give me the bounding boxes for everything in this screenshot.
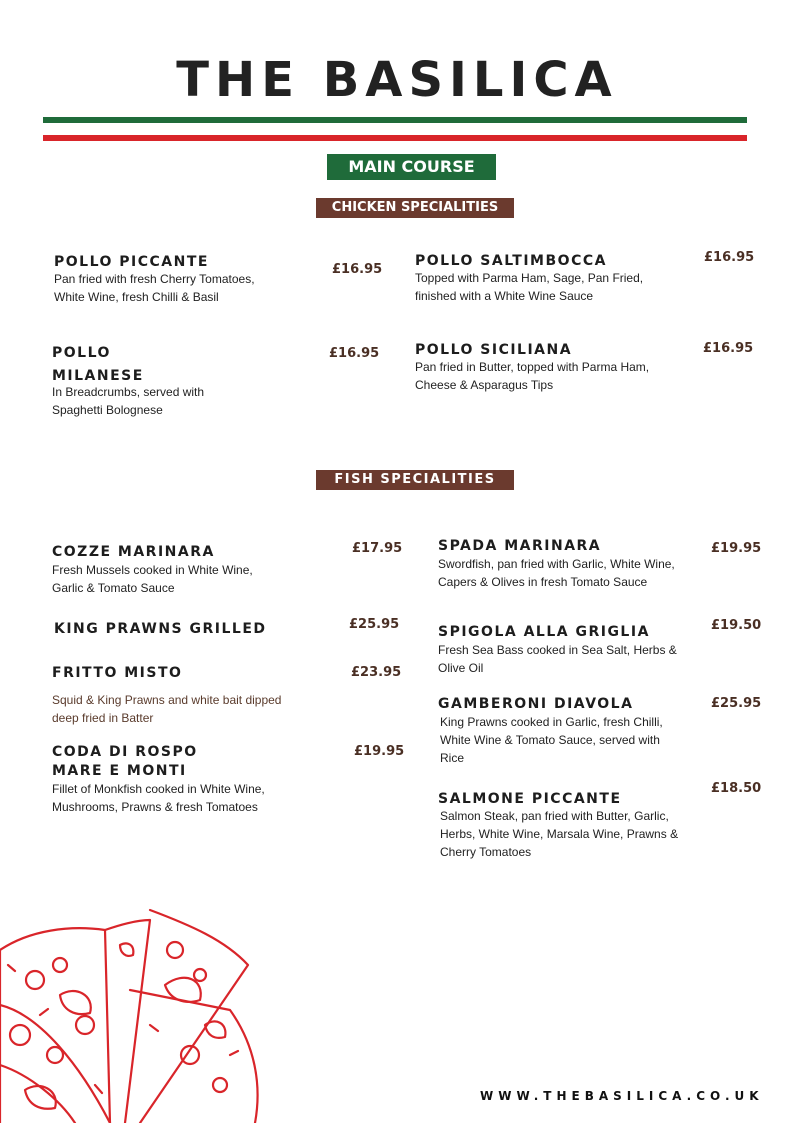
item-description: Pan fried in Butter, topped with Parma Ham, Cheese & Asparagus Tips [415,360,650,392]
item-name: POLLO MILANESE [52,345,144,384]
green-stripe [43,117,747,123]
item-name: POLLO SALTIMBOCCA [415,253,607,269]
chicken-section-label: CHICKEN SPECIALITIES [316,198,514,218]
page-title: THE BASILICA [176,52,618,108]
item-name: POLLO SICILIANA [415,342,573,358]
item-price: £23.95 [351,665,402,680]
item-name: SPADA MARINARA [438,538,602,554]
item-name: CODA DI ROSPO MARE E MONTI [52,744,198,779]
item-price: £16.95 [332,262,383,277]
item-name: GAMBERONI DIAVOLA [438,696,634,712]
item-price: £25.95 [349,617,400,632]
item-description: In Breadcrumbs, served with Spaghetti Bolognese [52,385,205,417]
red-stripe [43,135,747,141]
item-price: £25.95 [711,696,762,711]
website-link[interactable]: WWW.THEBASILICA.CO.UK [480,1089,764,1103]
item-price: £19.95 [711,541,762,556]
item-name: COZZE MARINARA [52,544,215,560]
item-description: Pan fried with fresh Cherry Tomatoes, White Wine, fresh Chilli & Basil [54,272,255,304]
item-description: Fillet of Monkfish cooked in White Wine, Mushrooms, Prawns & fresh Tomatoes [52,782,265,814]
item-description: Salmon Steak, pan fried with Butter, Garlic, Herbs, White Wine, Marsala Wine, Prawns & Cherry Tomatoes [440,809,679,859]
item-price: £17.95 [352,541,403,556]
item-name: SALMONE PICCANTE [438,791,622,807]
item-price: £16.95 [329,346,380,361]
item-price: £18.50 [711,781,762,796]
item-name: KING PRAWNS GRILLED [54,621,267,637]
item-name: FRITTO MISTO [52,665,183,681]
item-description: Fresh Sea Bass cooked in Sea Salt, Herbs & Olive Oil [438,643,677,675]
item-description: Swordfish, pan fried with Garlic, White Wine, Capers & Olives in fresh Tomato Sauce [438,557,675,589]
item-price: £16.95 [703,341,754,356]
main-course-banner: MAIN COURSE [327,154,496,180]
fish-section-label: FISH SPECIALITIES [316,470,514,490]
item-description: King Prawns cooked in Garlic, fresh Chilli, White Wine & Tomato Sauce, served with Rice [440,715,663,765]
item-name: POLLO PICCANTE [54,254,209,270]
item-description: Topped with Parma Ham, Sage, Pan Fried, finished with a White Wine Sauce [415,271,644,303]
pizza-illustration-icon [0,905,270,1123]
item-description: Fresh Mussels cooked in White Wine, Garlic & Tomato Sauce [52,563,253,595]
item-name: SPIGOLA ALLA GRIGLIA [438,624,650,640]
item-description: Squid & King Prawns and white bait dipped deep fried in Batter [52,693,282,725]
item-price: £19.95 [354,744,405,759]
item-price: £16.95 [704,250,755,265]
item-price: £19.50 [711,618,762,633]
